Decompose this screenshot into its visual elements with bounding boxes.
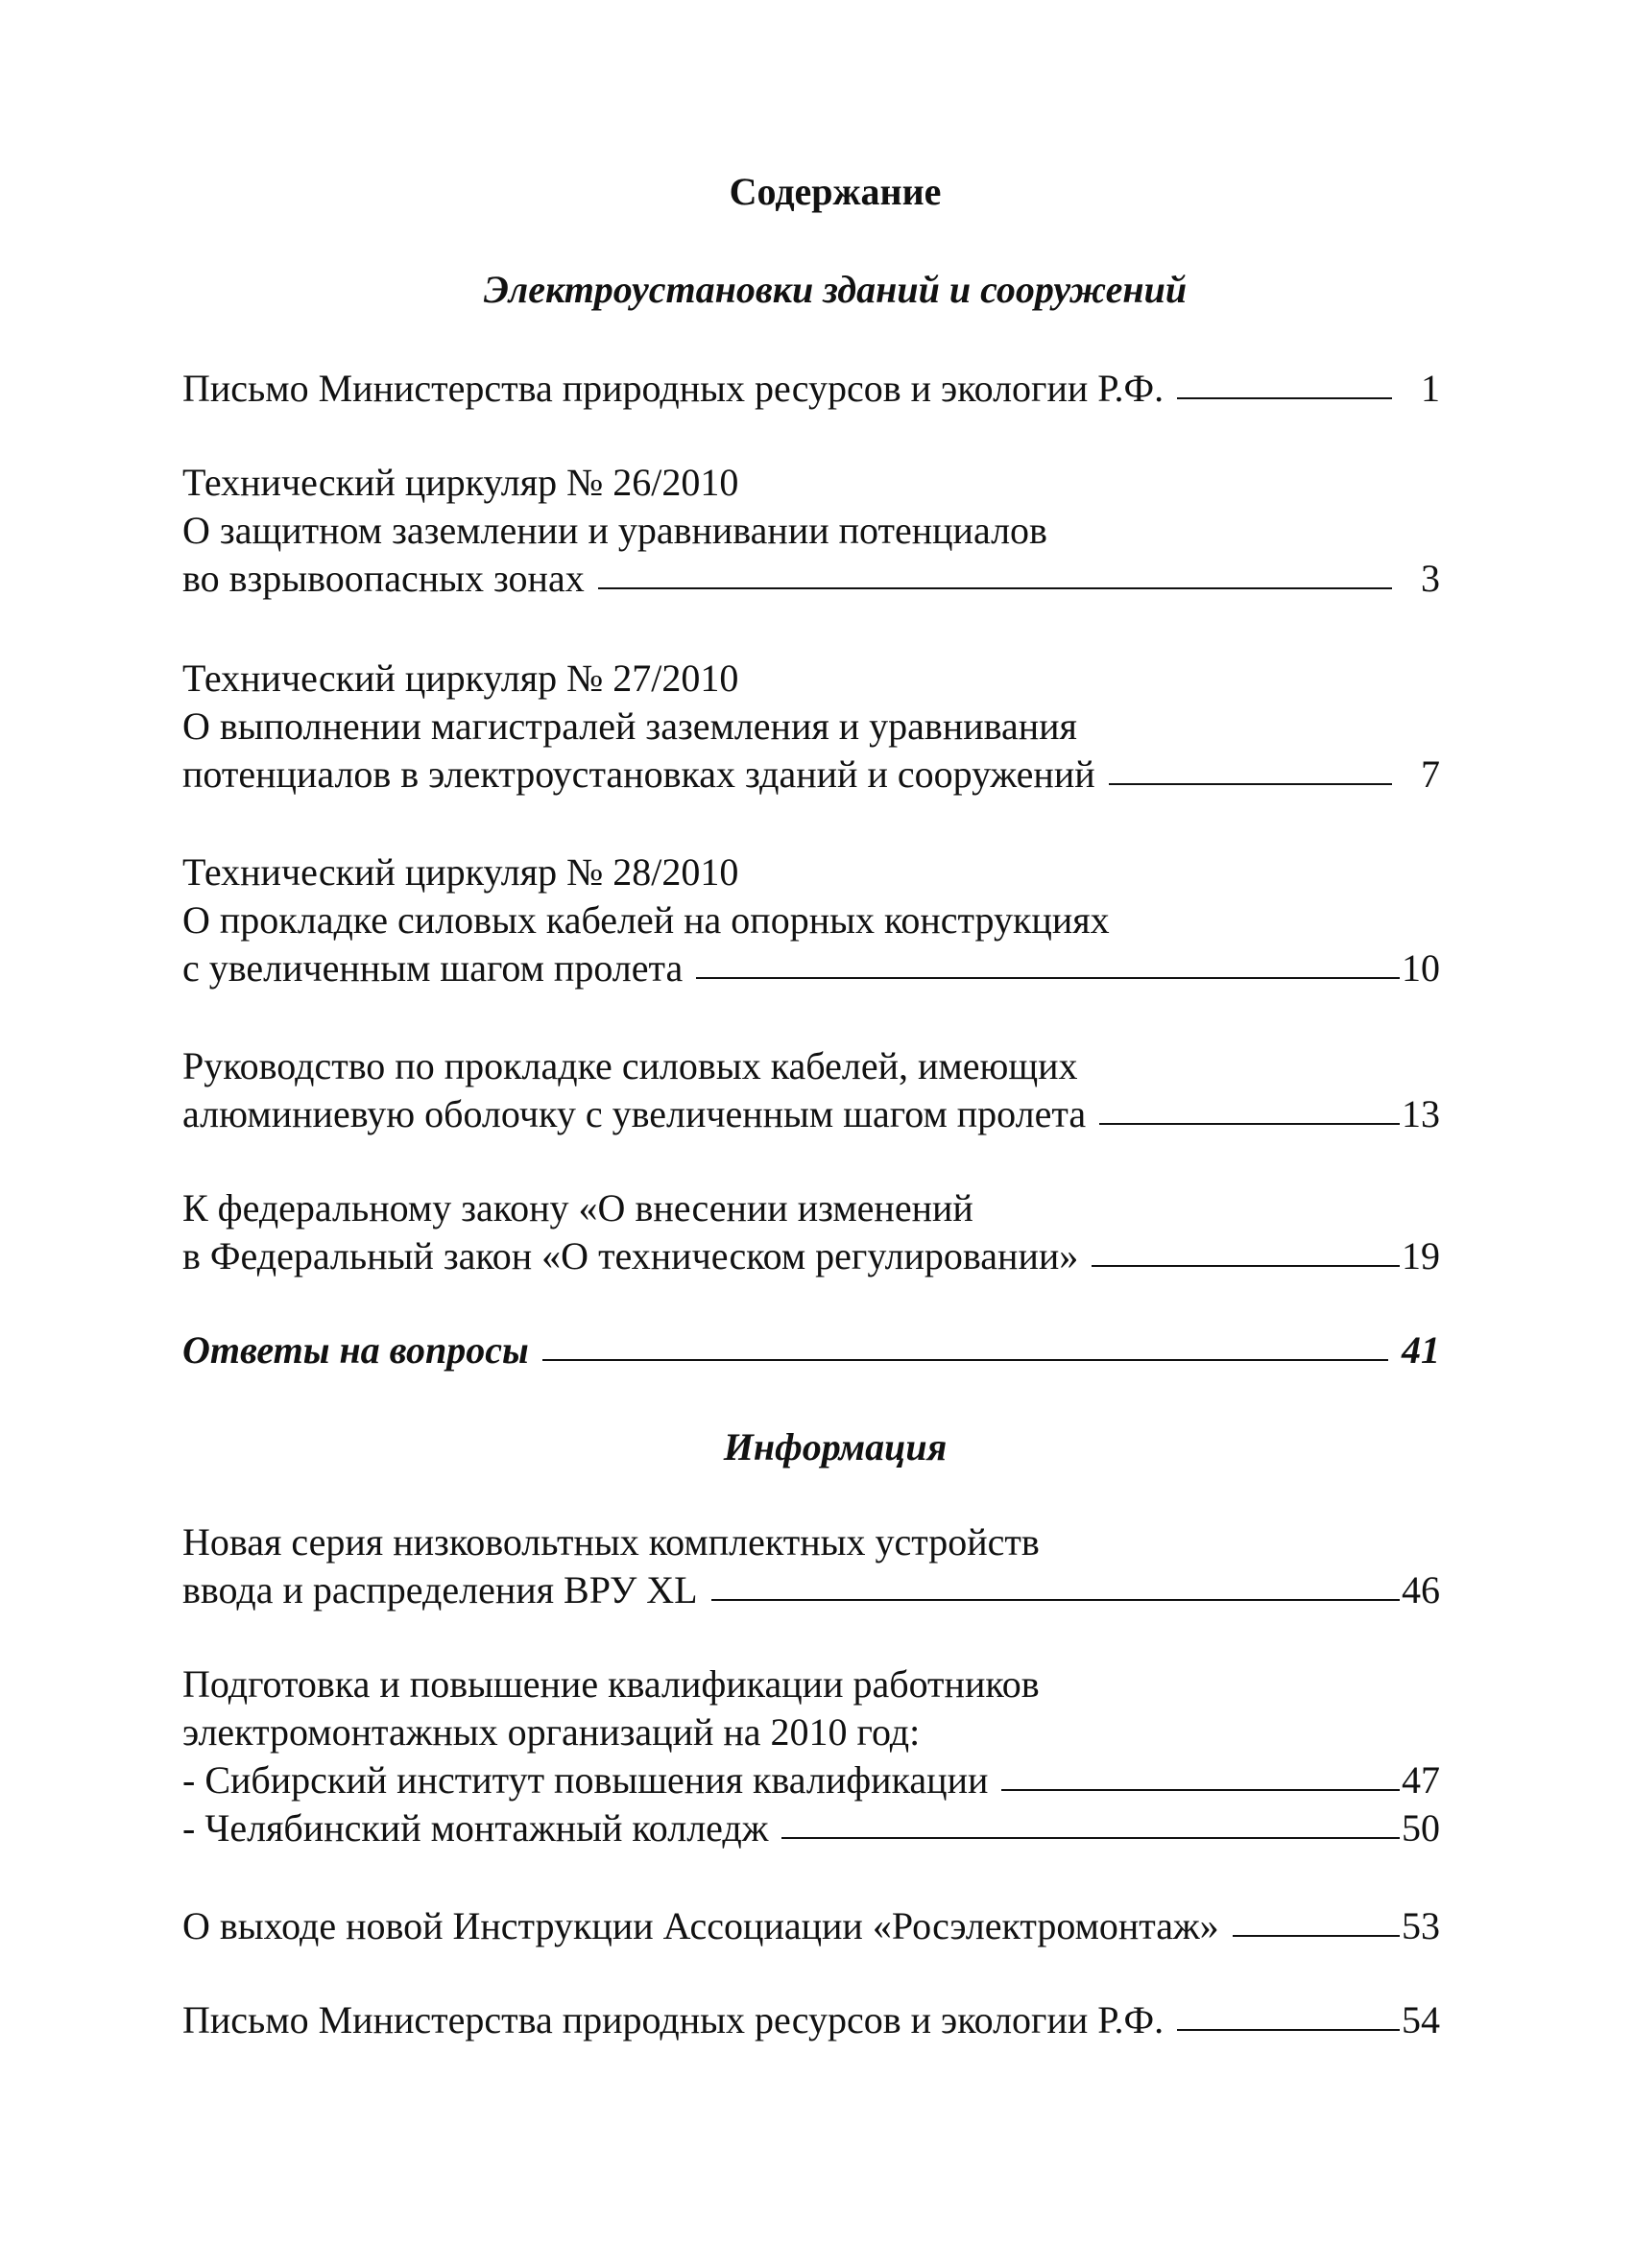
toc-entry-new-series[interactable]: [182, 1518, 1440, 1614]
toc-leader: [1099, 1123, 1400, 1125]
toc-leader: [1177, 2029, 1400, 2031]
toc-entry-text: ввода и распределения ВРУ XL: [182, 1568, 698, 1611]
toc-entry-new-instruction[interactable]: [182, 1902, 1440, 1950]
toc-entry-text: Новая серия низковольтных комплектных устройств: [182, 1520, 1040, 1564]
toc-leader: [781, 1837, 1400, 1839]
toc-entry-text: Письмо Министерства природных ресурсов и экологии Р.Ф.: [182, 1998, 1165, 2041]
toc-entry-text: Технический циркуляр № 28/2010: [182, 850, 739, 894]
toc-entry-text: Ответы на вопросы: [182, 1328, 529, 1372]
toc-page-number: 41: [1402, 1328, 1440, 1372]
toc-entry-text: Руководство по прокладке силовых кабелей, имеющих: [182, 1044, 1078, 1087]
toc-entry-text: в Федеральный закон «О техническом регулировании»: [182, 1234, 1079, 1277]
toc-entry-text: Технический циркуляр № 26/2010: [182, 461, 739, 504]
toc-page-number: 10: [1402, 946, 1440, 990]
toc-entry-text: с увеличенным шагом пролета: [182, 946, 684, 990]
toc-leader: [1001, 1789, 1400, 1791]
toc-page-number: 47: [1402, 1758, 1440, 1802]
toc-entry-chelyabinsk-college[interactable]: [182, 1804, 1440, 1852]
toc-entry-training[interactable]: [182, 1660, 1440, 1804]
toc-leader: [1177, 397, 1392, 399]
toc-entry-answers[interactable]: [182, 1326, 1440, 1374]
toc-entry-letter-ministry-2[interactable]: [182, 1996, 1440, 2044]
toc-page-number: 7: [1421, 752, 1440, 796]
toc-entry-text: Технический циркуляр № 27/2010: [182, 657, 739, 700]
toc-entry-text: алюминиевую оболочку с увеличенным шагом пролета: [182, 1092, 1087, 1135]
toc-page-number: 19: [1402, 1234, 1440, 1277]
toc-page-number: 46: [1402, 1568, 1440, 1611]
toc-page-number: 53: [1402, 1904, 1440, 1947]
toc-page-number: 54: [1402, 1998, 1440, 2041]
toc-entry-text: - Челябинский монтажный колледж: [182, 1806, 769, 1850]
toc-page-number: 1: [1421, 367, 1440, 410]
toc-page-number: 3: [1421, 557, 1440, 600]
toc-entry-text: О прокладке силовых кабелей на опорных конструкциях: [182, 898, 1110, 942]
toc-entry-guide-cables[interactable]: [182, 1042, 1440, 1138]
toc-entry-circular-26[interactable]: [182, 459, 1440, 603]
toc-entry-federal-law[interactable]: [182, 1184, 1440, 1280]
toc-page-number: 13: [1402, 1092, 1440, 1135]
toc-page-number: 50: [1402, 1806, 1440, 1850]
page-title: Содержание: [729, 170, 942, 213]
toc-entry-circular-28[interactable]: [182, 848, 1440, 992]
toc-leader: [711, 1599, 1400, 1601]
toc-entry-text: - Сибирский институт повышения квалификации: [182, 1758, 989, 1802]
toc-entry-text: О выходе новой Инструкции Ассоциации «Росэлектромонтаж»: [182, 1904, 1219, 1947]
toc-entry-text: во взрывоопасных зонах: [182, 557, 585, 600]
section-heading-electrical-installations: Электроустановки зданий и сооружений: [483, 268, 1188, 311]
toc-entry-text: К федеральному закону «О внесении изменений: [182, 1186, 973, 1229]
toc-leader: [1109, 783, 1392, 785]
toc-leader: [598, 587, 1392, 589]
toc-leader: [696, 977, 1400, 979]
toc-entry-text: О защитном заземлении и уравнивании потенциалов: [182, 509, 1047, 552]
toc-entry-text: электромонтажных организаций на 2010 год:: [182, 1710, 921, 1754]
toc-entry-circular-27[interactable]: [182, 655, 1440, 799]
section-heading-information: Информация: [723, 1425, 948, 1468]
toc-entry-text: Подготовка и повышение квалификации работников: [182, 1662, 1040, 1706]
toc-leader: [1233, 1935, 1400, 1937]
toc-leader: [1092, 1265, 1400, 1267]
toc-entry-text: потенциалов в электроустановках зданий и сооружений: [182, 752, 1095, 796]
toc-entry-letter-ministry[interactable]: [182, 365, 1440, 413]
toc-entry-text: Письмо Министерства природных ресурсов и экологии Р.Ф.: [182, 367, 1165, 410]
toc-leader: [542, 1359, 1388, 1361]
toc-entry-text: О выполнении магистралей заземления и уравнивания: [182, 704, 1077, 748]
